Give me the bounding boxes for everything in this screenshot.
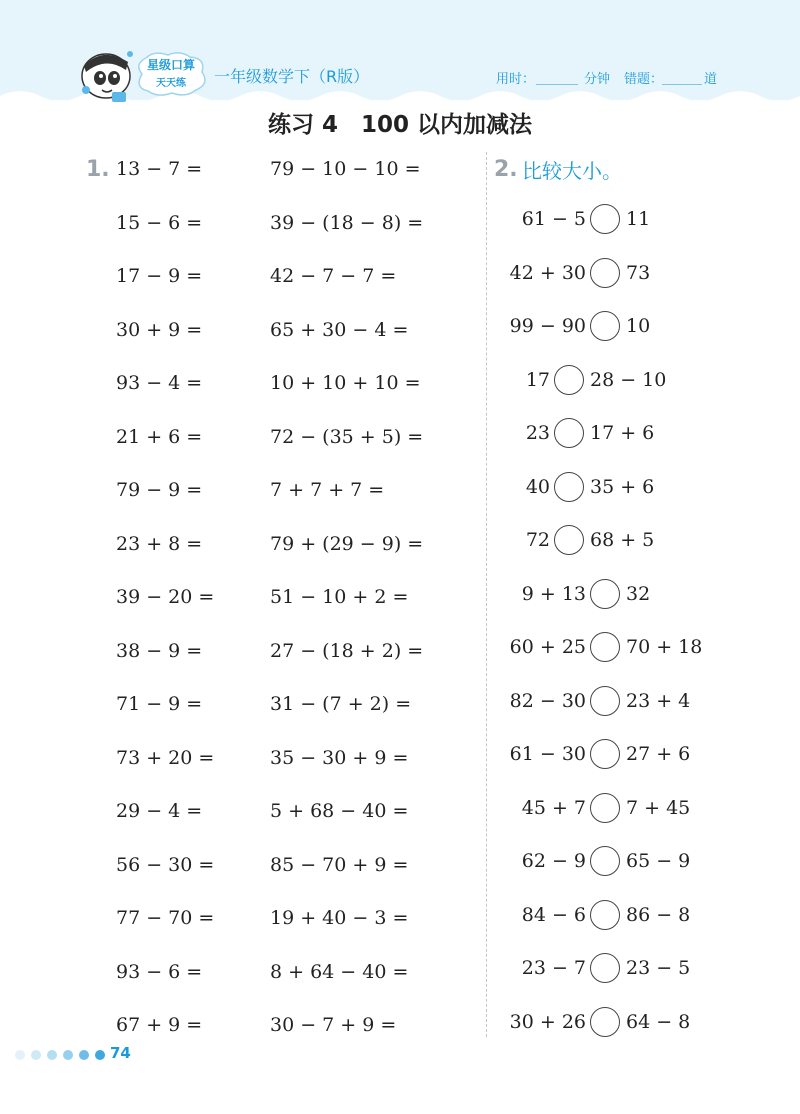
comparison-answer-circle[interactable] xyxy=(590,846,620,876)
comparison-right: 86 − 8 xyxy=(626,903,691,926)
comparison-answer-circle[interactable] xyxy=(554,472,584,502)
equation: 7 + 7 + 7 = xyxy=(270,479,385,501)
comparison-answer-circle[interactable] xyxy=(554,418,584,448)
equation: 93 − 6 = xyxy=(116,960,203,983)
equation: 85 − 70 + 9 = xyxy=(270,853,409,876)
comparison-right: 17 + 6 xyxy=(590,422,655,444)
comparison-answer-circle[interactable] xyxy=(590,632,620,662)
brand-line-2: 天天练 xyxy=(156,78,186,89)
comparison-answer-circle[interactable] xyxy=(590,900,620,930)
comparison-answer-circle[interactable] xyxy=(554,365,584,395)
brand-line-1: 星级口算 xyxy=(146,58,195,72)
comparison-right: 70 + 18 xyxy=(626,636,703,658)
comparison-left: 40 xyxy=(525,475,550,498)
comparison-left: 45 + 7 xyxy=(521,796,586,819)
equation: 29 − 4 = xyxy=(116,800,203,822)
comparison-right: 23 + 4 xyxy=(626,689,691,712)
errors-blank[interactable] xyxy=(662,84,702,85)
comparison-answer-circle[interactable] xyxy=(590,1007,620,1037)
comparison-right: 35 + 6 xyxy=(590,475,655,498)
comparison-left: 42 + 30 xyxy=(509,261,586,284)
equation: 67 + 9 = xyxy=(116,1014,203,1036)
comparison-right: 68 + 5 xyxy=(590,529,655,551)
column-divider xyxy=(486,152,487,1037)
errors-label: 错题： xyxy=(624,72,664,87)
equation: 39 − (18 − 8) = xyxy=(270,211,424,234)
page-title: 练习 4 100 以内加减法 xyxy=(267,112,533,138)
comparison-answer-circle[interactable] xyxy=(554,525,584,555)
equation: 79 − 9 = xyxy=(116,479,203,501)
comparison-right: 73 xyxy=(626,261,651,284)
equation: 8 + 64 − 40 = xyxy=(270,960,409,983)
footer-dots xyxy=(14,1048,106,1062)
comparison-left: 61 − 5 xyxy=(521,208,586,230)
section-2-heading: 比较大小。 xyxy=(522,159,622,183)
comparison-left: 84 − 6 xyxy=(521,903,586,926)
comparison-answer-circle[interactable] xyxy=(590,311,620,341)
comparison-right: 23 − 5 xyxy=(626,957,691,979)
comparison-left: 30 + 26 xyxy=(509,1010,586,1033)
comparison-answer-circle[interactable] xyxy=(590,686,620,716)
comparison-left: 99 − 90 xyxy=(509,315,586,337)
comparison-answer-circle[interactable] xyxy=(590,258,620,288)
comparison-right: 27 + 6 xyxy=(626,743,691,765)
comparison-right: 7 + 45 xyxy=(626,796,691,819)
comparison-left: 61 − 30 xyxy=(509,743,586,765)
equation: 10 + 10 + 10 = xyxy=(270,372,421,394)
comparison-left: 17 xyxy=(525,368,550,391)
equation: 56 − 30 = xyxy=(116,853,215,876)
brand-logo xyxy=(132,50,210,98)
equation: 31 − (7 + 2) = xyxy=(270,693,412,715)
equation: 73 + 20 = xyxy=(116,746,215,769)
equation: 23 + 8 = xyxy=(116,532,203,555)
equation: 15 − 6 = xyxy=(116,211,203,234)
comparison-answer-circle[interactable] xyxy=(590,739,620,769)
comparison-answer-circle[interactable] xyxy=(590,793,620,823)
comparison-left: 23 − 7 xyxy=(521,957,586,979)
equation: 35 − 30 + 9 = xyxy=(270,746,409,769)
equation: 77 − 70 = xyxy=(116,907,215,929)
equation: 30 + 9 = xyxy=(116,318,203,341)
equation: 42 − 7 − 7 = xyxy=(270,265,397,287)
comparison-left: 72 xyxy=(525,529,550,551)
page-number: 74 xyxy=(110,1044,131,1062)
section-1-number: 1. xyxy=(86,157,110,182)
equation: 72 − (35 + 5) = xyxy=(270,425,424,448)
comparison-left: 62 − 9 xyxy=(521,850,586,872)
equation: 19 + 40 − 3 = xyxy=(270,907,409,929)
comparison-right: 11 xyxy=(626,208,651,230)
comparison-left: 23 xyxy=(525,422,550,444)
comparison-right: 64 − 8 xyxy=(626,1010,691,1033)
time-blank[interactable] xyxy=(536,84,578,85)
equation: 71 − 9 = xyxy=(116,693,203,715)
book-title: 一年级数学下（R版） xyxy=(214,67,370,86)
comparison-right: 32 xyxy=(626,582,651,605)
equation: 38 − 9 = xyxy=(116,639,203,662)
comparison-answer-circle[interactable] xyxy=(590,579,620,609)
comparison-left: 82 − 30 xyxy=(509,689,586,712)
equation: 79 − 10 − 10 = xyxy=(270,158,421,180)
equation: 27 − (18 + 2) = xyxy=(270,639,424,662)
comparison-left: 9 + 13 xyxy=(521,582,586,605)
equation: 13 − 7 = xyxy=(116,158,203,180)
time-label: 用时： xyxy=(496,72,536,87)
comparison-answer-circle[interactable] xyxy=(590,953,620,983)
comparison-answer-circle[interactable] xyxy=(590,204,620,234)
equation: 17 − 9 = xyxy=(116,265,203,287)
comparison-right: 10 xyxy=(626,315,651,337)
equation: 39 − 20 = xyxy=(116,586,215,608)
equation: 51 − 10 + 2 = xyxy=(270,586,409,608)
comparison-right: 28 − 10 xyxy=(590,368,667,391)
comparison-right: 65 − 9 xyxy=(626,850,691,872)
equation: 93 − 4 = xyxy=(116,372,203,394)
section-2-number: 2. xyxy=(494,157,518,182)
equation: 21 + 6 = xyxy=(116,425,203,448)
equation: 79 + (29 − 9) = xyxy=(270,532,424,555)
equation: 30 − 7 + 9 = xyxy=(270,1014,397,1036)
errors-unit: 道 xyxy=(704,72,718,87)
equation: 5 + 68 − 40 = xyxy=(270,800,409,822)
time-unit: 分钟 xyxy=(584,72,611,87)
equation: 65 + 30 − 4 = xyxy=(270,318,409,341)
comparison-left: 60 + 25 xyxy=(509,636,586,658)
